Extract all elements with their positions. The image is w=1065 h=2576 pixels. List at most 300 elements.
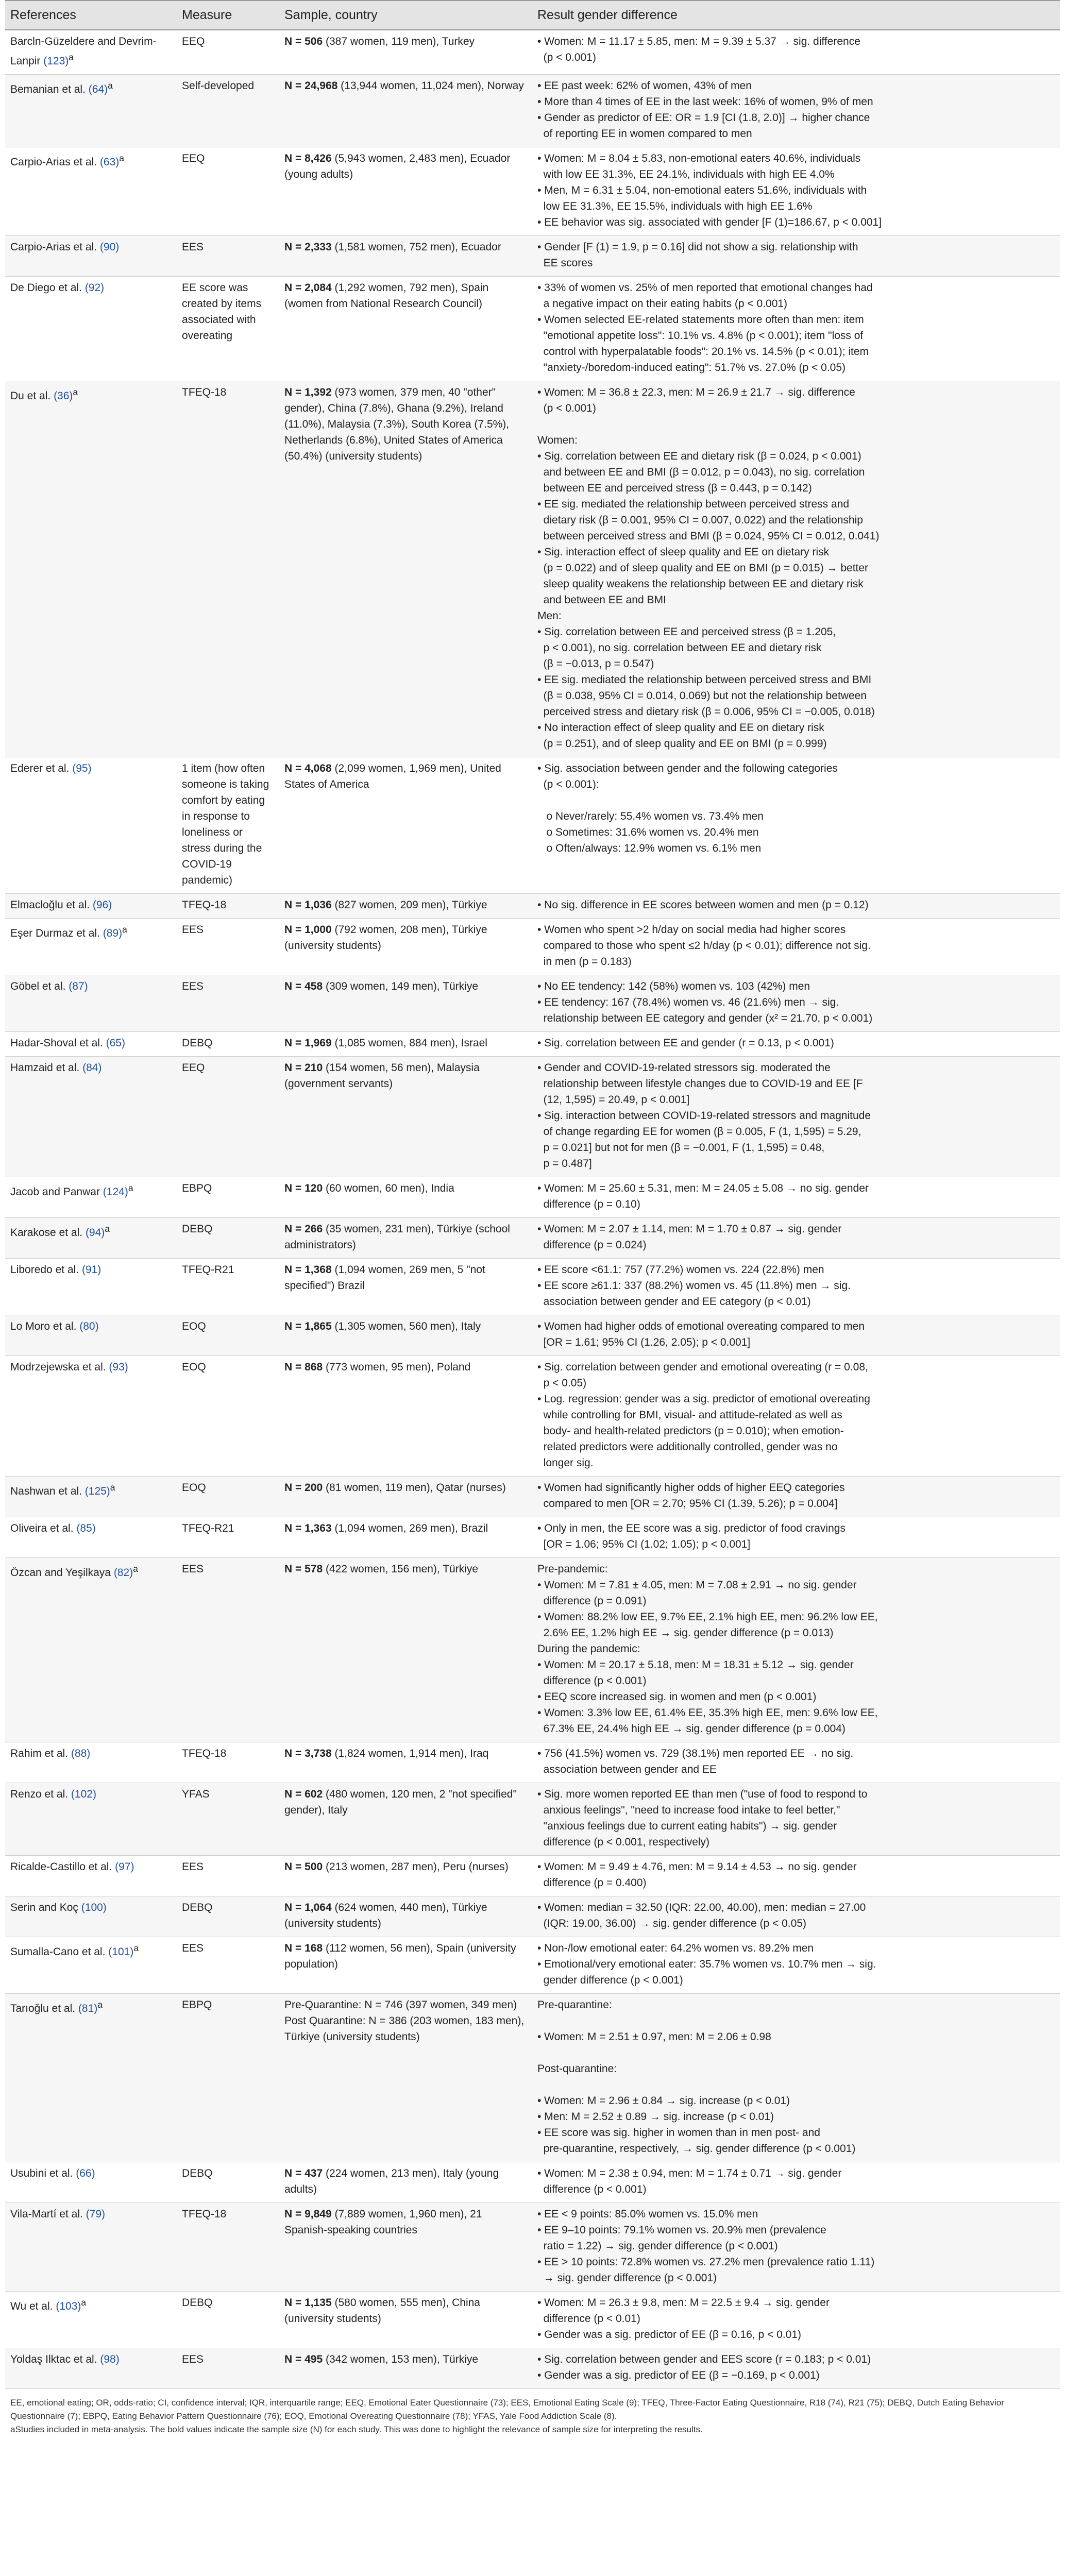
sample-description: (624 women, 440 men), Türkiye (university students) <box>284 1902 491 1929</box>
result-text: • Women had significantly higher odds of higher EEQ categories compared to men [OR = 2.70; 95% CI (1.39, 5.26); p = 0.004] <box>537 1482 845 1510</box>
result-cell <box>532 1315 1060 1356</box>
reference-authors: Yoldaş Ilktac et al. <box>10 2353 97 2365</box>
table-row <box>5 2203 1060 2292</box>
meta-analysis-marker: a <box>133 1564 138 1574</box>
result-text: • Sig. correlation between EE and gender (r = 0.13, p < 0.001) <box>537 1037 834 1049</box>
result-text: • 756 (41.5%) women vs. 729 (38.1%) men reported EE → no sig. association between gender and EE <box>537 1748 854 1775</box>
table-row <box>5 277 1060 381</box>
citation-link[interactable]: (89) <box>103 927 123 939</box>
sample-description: (480 women, 120 men, 2 "not specified" gender), Italy <box>284 1788 520 1816</box>
sample-description: (13,944 women, 11,024 men), Norway <box>337 80 524 92</box>
reference-authors: Ederer et al. <box>10 762 70 774</box>
citation-link[interactable]: (92) <box>84 282 105 294</box>
sample-description: (580 women, 555 men), China (university students) <box>284 2297 483 2325</box>
result-cell <box>532 2292 1060 2348</box>
result-text: • No sig. difference in EE scores between women and men (p = 0.12) <box>537 899 869 911</box>
table-row <box>5 30 1060 75</box>
result-cell <box>532 277 1060 381</box>
result-cell <box>532 75 1060 147</box>
table-row <box>5 2162 1060 2203</box>
table-row <box>5 1057 1060 1177</box>
header-row <box>5 1 1060 30</box>
reference-cell <box>5 1856 177 1896</box>
sample-description: (1,581 women, 752 men), Ecuador <box>331 241 501 253</box>
measure-cell: EEQ <box>177 147 279 236</box>
table-row <box>5 1477 1060 1517</box>
sample-description: (154 women, 56 men), Malaysia (government servants) <box>284 1062 483 1090</box>
citation-link[interactable]: (64) <box>88 83 108 95</box>
citation-link[interactable]: (103) <box>56 2300 81 2312</box>
reference-cell <box>5 2292 177 2348</box>
table-row <box>5 1259 1060 1315</box>
sample-cell <box>279 757 532 894</box>
sample-cell <box>279 1517 532 1558</box>
result-cell <box>532 1517 1060 1558</box>
sample-description: (1,305 women, 560 men), Italy <box>331 1320 481 1332</box>
result-text: • Gender [F (1) = 1.9, p = 0.16] did not show a sig. relationship with EE scores <box>537 241 858 269</box>
result-text: Pre-pandemic: • Women: M = 7.81 ± 4.05, men: M = 7.08 ± 2.91 → no sig. gender difference (p = 0.091) • Women: 88.2% low EE, 9.7% EE, 2.1% high EE, men: 96.2% low EE, 2.6% EE, 1.2% high EE → sig. gender difference (p = 0.013) During the pandemic: • Women: M = 20.17 ± 5.18, men: M = 18.31 ± 5.12 → sig. gender difference (p < 0.001) • EEQ score increased sig. in women and men (p < 0.001) • Women: 3.3% low EE, 61.4% EE, 35.3% high EE, men: 9.6% low EE, 67.3% EE, 24.4% high EE → sig. gender difference (p = 0.004) <box>537 1563 878 1735</box>
reference-authors: Özcan and Yeşilkaya <box>10 1567 111 1579</box>
sample-size: N = 200 <box>284 1482 323 1494</box>
citation-link[interactable]: (88) <box>71 1748 91 1759</box>
meta-analysis-marker: a <box>119 153 124 163</box>
sample-description: (5,943 women, 2,483 men), Ecuador (young adults) <box>284 152 514 180</box>
result-cell <box>532 1558 1060 1742</box>
measure-cell: TFEQ-18 <box>177 894 279 919</box>
table-row <box>5 1896 1060 1937</box>
result-cell <box>532 757 1060 894</box>
table-row <box>5 1994 1060 2162</box>
sample-size: N = 868 <box>284 1361 323 1373</box>
sample-size: N = 500 <box>284 1861 323 1873</box>
result-cell <box>532 30 1060 75</box>
header-sample: Sample, country <box>279 1 532 30</box>
result-text: • Women who spent >2 h/day on social media had higher scores compared to those who spent ≤2 h/day (p < 0.01); difference not sig. in men (p = 0.183) <box>537 924 871 968</box>
measure-cell: DEBQ <box>177 1032 279 1057</box>
sample-description: (35 women, 231 men), Türkiye (school administrators) <box>284 1223 513 1251</box>
result-cell <box>532 2203 1060 2292</box>
citation-link[interactable]: (98) <box>100 2353 120 2365</box>
sample-description: (1,824 women, 1,914 men), Iraq <box>331 1748 489 1759</box>
sample-size: N = 495 <box>284 2353 323 2365</box>
sample-size: N = 1,036 <box>284 899 332 911</box>
sample-description: (213 women, 287 men), Peru (nurses) <box>323 1861 509 1873</box>
reference-authors: Göbel et al. <box>10 980 66 992</box>
citation-link[interactable]: (66) <box>76 2167 95 2179</box>
result-text: • Women: M = 25.60 ± 5.31, men: M = 24.05 ± 5.08 → no sig. gender difference (p = 0.10) <box>537 1182 869 1210</box>
result-text: • EE past week: 62% of women, 43% of men • More than 4 times of EE in the last week: 16% of women, 9% of men • Gender as predictor of EE: OR = 1.9 [CI (1.8, 2.0)] → higher chance of reporting EE in women compared to men <box>537 80 873 140</box>
sample-description: (309 women, 149 men), Türkiye <box>323 980 479 992</box>
measure-cell: EOQ <box>177 1356 279 1477</box>
result-text: • Women: M = 9.49 ± 4.76, men: M = 9.14 ± 4.53 → no sig. gender difference (p = 0.400) <box>537 1861 857 1889</box>
sample-description: (827 women, 209 men), Türkiye <box>331 899 487 911</box>
sample-size: N = 266 <box>284 1223 323 1235</box>
result-cell <box>532 1057 1060 1177</box>
sample-size: N = 578 <box>284 1563 323 1575</box>
sample-description: (60 women, 60 men), India <box>323 1182 454 1194</box>
result-text: • Only in men, the EE score was a sig. predictor of food cravings [OR = 1.06; 95% CI (1.02; 1.05); p < 0.001] <box>537 1522 846 1550</box>
table-row <box>5 236 1060 277</box>
citation-link[interactable]: (85) <box>76 1522 96 1534</box>
reference-authors: De Diego et al. <box>10 282 82 294</box>
reference-cell <box>5 2203 177 2292</box>
reference-authors: Nashwan et al. <box>10 1485 82 1497</box>
reference-authors: Lo Moro et al. <box>10 1320 77 1332</box>
sample-size: N = 24,968 <box>284 80 338 92</box>
table-row <box>5 1517 1060 1558</box>
gender-difference-table <box>5 0 1060 2389</box>
sample-cell <box>279 894 532 919</box>
reference-cell <box>5 1783 177 1856</box>
abbreviation-footnote: EE, emotional eating; OR, odds-ratio; CI, confidence interval; IQR, interquartile range; EEQ, Emotional Eater Questionnaire (73); EES, Emotional Eating Scale (9); TFEQ, Three-Factor Eating Questionnaire, R18 (74), R21 (75); DEBQ, Dutch Eating Behavior Questionnaire (7); EBPQ, Eating Behavior Pattern Questionnaire (76); EOQ, Emotional Overeating Questionnaire (78); YFAS, Yale Food Addiction Scale (8). <box>10 2398 1004 2421</box>
citation-link[interactable]: (36) <box>54 390 73 402</box>
reference-cell <box>5 1742 177 1783</box>
result-text: • No EE tendency: 142 (58%) women vs. 103 (42%) men • EE tendency: 167 (78.4%) women vs. 46 (21.6%) men → sig. relationship between EE category and gender (x² = 21.70, p < 0.001) <box>537 980 873 1024</box>
sample-cell <box>279 2292 532 2348</box>
result-cell <box>532 236 1060 277</box>
reference-cell <box>5 1517 177 1558</box>
measure-cell: TFEQ-18 <box>177 1742 279 1783</box>
result-cell <box>532 1032 1060 1057</box>
reference-authors: Ricalde-Castillo et al. <box>10 1861 112 1873</box>
sample-size: N = 1,368 <box>284 1264 332 1276</box>
reference-authors: Modrzejewska et al. <box>10 1361 106 1373</box>
sample-description: (792 women, 208 men), Türkiye (university students) <box>284 924 491 952</box>
sample-size: N = 1,865 <box>284 1320 332 1332</box>
reference-authors: Carpio-Arias et al. <box>10 241 97 253</box>
sample-description: (224 women, 213 men), Italy (young adults) <box>284 2167 502 2195</box>
result-text: • Sig. correlation between gender and emotional overeating (r = 0.08, p < 0.05) • Log. regression: gender was a sig. predictor of emotional overeating while controlling for BMI, visual- and attitude-related as well as body- and health-related predictors (p = 0.010); when emotion- related predictors were additionally controlled, gender was no longer sig. <box>537 1361 870 1469</box>
reference-cell <box>5 30 177 75</box>
reference-authors: Barcln-Güzeldere and Devrim-Lanpir <box>10 36 157 67</box>
sample-size: N = 8,426 <box>284 152 332 164</box>
sample-description: (1,094 women, 269 men), Brazil <box>331 1522 488 1534</box>
sample-cell <box>279 1742 532 1783</box>
reference-cell <box>5 975 177 1032</box>
meta-analysis-marker: a <box>73 387 78 397</box>
sample-description: (973 women, 379 men, 40 "other" gender), China (7.8%), Ghana (9.2%), Ireland (11.0%), Malaysia (7.3%), South Korea (7.5%), Netherlands (6.8%), United States of America (50.4%) (university students) <box>284 386 512 462</box>
reference-cell <box>5 1177 177 1218</box>
result-cell <box>532 1937 1060 1994</box>
result-cell <box>532 975 1060 1032</box>
table-row <box>5 2348 1060 2389</box>
sample-size: N = 9,849 <box>284 2208 332 2220</box>
sample-size: N = 4,068 <box>284 762 332 774</box>
reference-authors: Karakose et al. <box>10 1227 83 1239</box>
sample-cell <box>279 1477 532 1517</box>
citation-link[interactable]: (79) <box>86 2208 106 2220</box>
sample-size: N = 506 <box>284 36 323 47</box>
reference-authors: Du et al. <box>10 390 51 402</box>
result-text: • Women: M = 11.17 ± 5.85, men: M = 9.39 ± 5.37 → sig. difference (p < 0.001) <box>537 36 860 63</box>
reference-authors: Liboredo et al. <box>10 1264 79 1276</box>
citation-link[interactable]: (94) <box>85 1227 105 1239</box>
meta-analysis-marker: a <box>105 1224 110 1234</box>
result-cell <box>532 1856 1060 1896</box>
reference-authors: Rahim et al. <box>10 1748 69 1759</box>
result-cell <box>532 2162 1060 2203</box>
measure-cell: EES <box>177 236 279 277</box>
measure-cell: DEBQ <box>177 1896 279 1937</box>
result-cell <box>532 381 1060 757</box>
sample-description: (342 women, 153 men), Türkiye <box>323 2353 479 2365</box>
meta-analysis-marker: a <box>97 1999 103 2010</box>
header-measure: Measure <box>177 1 279 30</box>
meta-analysis-marker: a <box>133 1943 139 1953</box>
measure-cell: DEBQ <box>177 2292 279 2348</box>
citation-link[interactable]: (95) <box>72 762 92 774</box>
reference-cell <box>5 147 177 236</box>
result-cell <box>532 1783 1060 1856</box>
sample-cell <box>279 2203 532 2292</box>
sample-description: (773 women, 95 men), Poland <box>323 1361 471 1373</box>
sample-description: (422 women, 156 men), Türkiye <box>323 1563 479 1575</box>
table-row <box>5 894 1060 919</box>
reference-cell <box>5 1896 177 1937</box>
reference-authors: Wu et al. <box>10 2300 53 2312</box>
sample-cell <box>279 75 532 147</box>
sample-size: N = 3,738 <box>284 1748 332 1759</box>
reference-cell <box>5 757 177 894</box>
table-row <box>5 1177 1060 1218</box>
reference-cell <box>5 1477 177 1517</box>
reference-cell <box>5 2162 177 2203</box>
measure-cell: YFAS <box>177 1783 279 1856</box>
citation-link[interactable]: (100) <box>81 1902 107 1913</box>
result-text: • EE < 9 points: 85.0% women vs. 15.0% men • EE 9–10 points: 79.1% women vs. 20.9% men (prevalence ratio = 1.22) → sig. gender difference (p < 0.001) • EE > 10 points: 72.8% women vs. 27.2% men (prevalence ratio 1.11) → sig. gender difference (p < 0.001) <box>537 2208 875 2284</box>
measure-cell: TFEQ-18 <box>177 2203 279 2292</box>
measure-cell: EES <box>177 919 279 975</box>
reference-authors: Hadar-Shoval et al. <box>10 1037 103 1049</box>
table-row <box>5 1742 1060 1783</box>
sample-description: (2,099 women, 1,969 men), United States of America <box>284 762 504 790</box>
citation-link[interactable]: (96) <box>92 899 112 911</box>
meta-analysis-marker: a <box>108 80 113 91</box>
citation-link[interactable]: (84) <box>82 1062 102 1074</box>
result-text: Pre-quarantine: • Women: M = 2.51 ± 0.97, men: M = 2.06 ± 0.98 Post-quarantine: • Women: M = 2.96 ± 0.84 → sig. increase (p < 0.01) • Men: M = 2.52 ± 0.89 → sig. increase (p < 0.01) • EE score was sig. higher in women than in men post- and pre-quarantine, respectively, → sig. gender difference (p < 0.001) <box>537 1999 856 2155</box>
measure-cell: EES <box>177 1856 279 1896</box>
reference-cell <box>5 1032 177 1057</box>
reference-authors: Renzo et al. <box>10 1788 69 1800</box>
measure-cell: TFEQ-18 <box>177 381 279 757</box>
sample-description: (1,094 women, 269 men, 5 "not specified") Brazil <box>284 1264 488 1292</box>
citation-link[interactable]: (101) <box>108 1946 134 1958</box>
citation-link[interactable]: (91) <box>81 1264 102 1276</box>
reference-authors: Elmacloğlu et al. <box>10 899 90 911</box>
reference-authors: Carpio-Arias et al. <box>10 156 97 168</box>
citation-link[interactable]: (124) <box>103 1186 128 1198</box>
measure-cell: EES <box>177 975 279 1032</box>
sample-cell <box>279 1177 532 1218</box>
citation-link[interactable]: (81) <box>78 2003 98 2014</box>
reference-authors: Oliveira et al. <box>10 1522 74 1534</box>
result-text: • Sig. correlation between gender and EES score (r = 0.183; p < 0.01) • Gender was a sig. predictor of EE (β = −0.169, p < 0.001) <box>537 2353 871 2381</box>
result-cell <box>532 894 1060 919</box>
sample-cell <box>279 277 532 381</box>
sample-size: N = 1,969 <box>284 1037 332 1049</box>
result-cell <box>532 1896 1060 1937</box>
sample-cell <box>279 975 532 1032</box>
meta-analysis-marker: a <box>69 52 74 62</box>
sample-cell <box>279 1896 532 1937</box>
citation-link[interactable]: (93) <box>109 1361 128 1373</box>
result-cell <box>532 1218 1060 1259</box>
sample-cell <box>279 1937 532 1994</box>
measure-cell: TFEQ-R21 <box>177 1517 279 1558</box>
sample-description: (7,889 women, 1,960 men), 21 Spanish-speaking countries <box>284 2208 485 2236</box>
sample-size: N = 602 <box>284 1788 323 1800</box>
citation-link[interactable]: (123) <box>43 55 69 67</box>
result-text: • Gender and COVID-19-related stressors sig. moderated the relationship between lifestyle changes due to COVID-19 and EE [F (12, 1,595) = 20.49, p < 0.001] • Sig. interaction between COVID-19-related stressors and magnitude of change regarding EE for women (β = 0.005, F (1, 1,595) = 5.29, p = 0.021] but not for men (β = −0.001, F (1, 1,595) = 0.48, p = 0.487] <box>537 1062 871 1170</box>
reference-authors: Hamzaid et al. <box>10 1062 80 1074</box>
reference-cell <box>5 1356 177 1477</box>
result-cell <box>532 1356 1060 1477</box>
sample-size: N = 2,084 <box>284 282 332 294</box>
reference-authors: Vila-Martí et al. <box>10 2208 83 2220</box>
reference-cell <box>5 1259 177 1315</box>
table-row <box>5 381 1060 757</box>
sample-cell <box>279 1856 532 1896</box>
inclusion-footnote: aStudies included in meta-analysis. The bold values indicate the sample size (N) for each study. This was done to highlight the relevance of sample size for interpreting the results. <box>10 2425 703 2434</box>
measure-cell: DEBQ <box>177 1218 279 1259</box>
measure-cell: 1 item (how often someone is taking comfort by eating in response to loneliness or stress during the COVID-19 pandemic) <box>177 757 279 894</box>
meta-analysis-marker: a <box>110 1482 115 1493</box>
sample-size: N = 1,064 <box>284 1902 332 1913</box>
table-row <box>5 1032 1060 1057</box>
sample-size: N = 1,000 <box>284 924 332 936</box>
measure-cell: EOQ <box>177 1477 279 1517</box>
result-text: • Women: M = 8.04 ± 5.83, non-emotional eaters 40.6%, individuals with low EE 31.3%, EE 24.1%, individuals with high EE 4.0% • Men, M = 6.31 ± 5.04, non-emotional eaters 51.6%, individuals with low EE 31.3%, EE 15.5%, individuals with high EE 1.6% • EE behavior was sig. associated with gender [F (1)=186.67, p < 0.001] <box>537 152 882 228</box>
sample-cell <box>279 1994 532 2162</box>
sample-size: N = 1,135 <box>284 2297 332 2309</box>
measure-cell: EE score was created by items associated with overeating <box>177 277 279 381</box>
sample-size: N = 210 <box>284 1062 323 1074</box>
reference-cell <box>5 894 177 919</box>
table-row <box>5 919 1060 975</box>
sample-cell <box>279 1558 532 1742</box>
sample-cell <box>279 919 532 975</box>
reference-cell <box>5 1937 177 1994</box>
measure-cell: EEQ <box>177 1057 279 1177</box>
sample-cell <box>279 147 532 236</box>
measure-cell: EES <box>177 2348 279 2389</box>
sample-cell <box>279 30 532 75</box>
sample-description: (1,292 women, 792 men), Spain (women from National Research Council) <box>284 282 492 310</box>
result-text: • EE score <61.1: 757 (77.2%) women vs. 224 (22.8%) men • EE score ≥61.1: 337 (88.2%) women vs. 45 (11.8%) men → sig. association between gender and EE category (p < 0.01) <box>537 1264 851 1308</box>
sample-size: N = 2,333 <box>284 241 332 253</box>
citation-link[interactable]: (90) <box>99 241 120 253</box>
table-row <box>5 1356 1060 1477</box>
meta-analysis-marker: a <box>122 924 127 935</box>
sample-cell <box>279 1783 532 1856</box>
sample-cell <box>279 2162 532 2203</box>
sample-description: (387 women, 119 men), Turkey <box>323 36 475 47</box>
result-cell <box>532 1994 1060 2162</box>
sample-description: Pre-Quarantine: N = 746 (397 women, 349 men) Post Quarantine: N = 386 (203 women, 183 men), Türkiye (university students) <box>284 1999 525 2043</box>
sample-cell <box>279 1218 532 1259</box>
citation-link[interactable]: (102) <box>71 1788 96 1800</box>
table-body <box>5 30 1060 2389</box>
reference-cell <box>5 1315 177 1356</box>
sample-size: N = 437 <box>284 2167 323 2179</box>
citation-link[interactable]: (97) <box>115 1861 134 1873</box>
table-row <box>5 2292 1060 2348</box>
sample-cell <box>279 1356 532 1477</box>
measure-cell: EBPQ <box>177 1994 279 2162</box>
citation-link[interactable]: (65) <box>106 1037 125 1049</box>
result-cell <box>532 1477 1060 1517</box>
table-row <box>5 1856 1060 1896</box>
result-text: • Women had higher odds of emotional overeating compared to men [OR = 1.61; 95% CI (1.26, 2.05); p < 0.001] <box>537 1320 865 1348</box>
reference-authors: Tarıoğlu et al. <box>10 2003 76 2014</box>
measure-cell: EES <box>177 1558 279 1742</box>
sample-size: N = 1,392 <box>284 386 332 398</box>
reference-cell <box>5 75 177 147</box>
sample-size: N = 168 <box>284 1942 323 1954</box>
table-row <box>5 975 1060 1032</box>
measure-cell: EOQ <box>177 1315 279 1356</box>
measure-cell: TFEQ-R21 <box>177 1259 279 1315</box>
meta-analysis-marker: a <box>128 1183 133 1193</box>
result-text: • Women: M = 2.38 ± 0.94, men: M = 1.74 ± 0.71 → sig. gender difference (p < 0.001) <box>537 2167 842 2195</box>
table-row <box>5 1315 1060 1356</box>
citation-link[interactable]: (63) <box>99 156 120 168</box>
measure-cell: DEBQ <box>177 2162 279 2203</box>
header-references: References <box>5 1 177 30</box>
citation-link[interactable]: (87) <box>69 980 88 992</box>
sample-description: (112 women, 56 men), Spain (university population) <box>284 1942 519 1970</box>
sample-cell <box>279 1032 532 1057</box>
meta-analysis-marker: a <box>81 2297 87 2308</box>
result-cell <box>532 1177 1060 1218</box>
reference-authors: Usubini et al. <box>10 2167 73 2179</box>
citation-link[interactable]: (82) <box>113 1567 133 1579</box>
sample-cell <box>279 1259 532 1315</box>
result-text: • Sig. association between gender and the following categories (p < 0.001): o Never/rarely: 55.4% women vs. 73.4% men o Sometimes: 31.6% women vs. 20.4% men o Often/always: 12.9% women vs. 6.1% men <box>537 762 838 854</box>
measure-cell: EBPQ <box>177 1177 279 1218</box>
result-cell <box>532 919 1060 975</box>
table-row <box>5 147 1060 236</box>
sample-cell <box>279 236 532 277</box>
reference-authors: Sumalla-Cano et al. <box>10 1946 106 1958</box>
reference-cell <box>5 1218 177 1259</box>
table-row <box>5 757 1060 894</box>
sample-cell <box>279 381 532 757</box>
result-text: • Women: M = 26.3 ± 9.8, men: M = 22.5 ± 9.4 → sig. gender difference (p < 0.01) • Gender was a sig. predictor of EE (β = 0.16, p < 0.01) <box>537 2297 830 2341</box>
measure-cell: EEQ <box>177 30 279 75</box>
sample-size: N = 120 <box>284 1182 323 1194</box>
sample-description: (81 women, 119 men), Qatar (nurses) <box>323 1482 506 1494</box>
reference-cell <box>5 381 177 757</box>
result-text: • Women: M = 2.07 ± 1.14, men: M = 1.70 ± 0.87 → sig. gender difference (p = 0.024) <box>537 1223 842 1251</box>
citation-link[interactable]: (80) <box>79 1320 99 1332</box>
header-result: Result gender difference <box>532 1 1060 30</box>
sample-description: (1,085 women, 884 men), Israel <box>331 1037 487 1049</box>
reference-cell <box>5 236 177 277</box>
reference-authors: Serin and Koç <box>10 1902 78 1913</box>
reference-authors: Eşer Durmaz et al. <box>10 927 100 939</box>
sample-cell <box>279 1057 532 1177</box>
result-text: • 33% of women vs. 25% of men reported that emotional changes had a negative impact on their eating habits (p < 0.001) • Women selected EE-related statements more often than men: item "emotional appetite loss": 10.1% vs. 4.8% (p < 0.001); item "loss of control with hyperpalatable foods": 20.1% vs. 14.5% (p < 0.01); item "anxiety-/boredom-induced eating": 51.7% vs. 27.0% (p < 0.05) <box>537 282 873 374</box>
result-text: • Sig. more women reported EE than men ("use of food to respond to anxious feelings", "need to increase food intake to feel better," "anxious feelings due to current eating habits") → sig. gender difference (p < 0.001, respectively) <box>537 1788 868 1848</box>
result-text: • Women: M = 36.8 ± 22.3, men: M = 26.9 ± 21.7 → sig. difference (p < 0.001) Women: • Sig. correlation between EE and dietary risk (β = 0.024, p < 0.001) and between EE and BMI (β = 0.012, p = 0.043), no sig. correlation between EE and perceived stress (β = 0.443, p = 0.142) • EE sig. mediated the relationship between perceived stress and dietary risk (β = 0.001, 95% CI = 0.007, 0.022) and the relationship between perceived stress and BMI (β = 0.024, 95% CI = 0.012, 0.041) • Sig. interaction effect of sleep quality and EE on dietary risk (p = 0.022) and of sleep quality and EE on BMI (p = 0.015) → better sleep quality weakens the relationship between EE and dietary risk and between EE and BMI Men: • Sig. correlation between EE and perceived stress (β = 1.205, p < 0.001), no sig. correlation between EE and dietary risk (β = −0.013, p = 0.547) • EE sig. mediated the relationship between perceived stress and BMI (β = 0.038, 95% CI = 0.014, 0.069) but not the relationship between perceived stress and dietary risk (β = 0.006, 95% CI = −0.005, 0.018) • No interaction effect of sleep quality and EE on dietary risk (p = 0.251), and of sleep quality and EE on BMI (p = 0.999) <box>537 386 880 750</box>
result-text: • Non-/low emotional eater: 64.2% women vs. 89.2% men • Emotional/very emotional eater: 35.7% women vs. 10.7% men → sig. gender difference (p < 0.001) <box>537 1942 876 1986</box>
reference-cell <box>5 1994 177 2162</box>
reference-authors: Jacob and Panwar <box>10 1186 100 1198</box>
citation-link[interactable]: (125) <box>84 1485 110 1497</box>
sample-cell <box>279 2348 532 2389</box>
table-notes <box>5 2389 1060 2436</box>
